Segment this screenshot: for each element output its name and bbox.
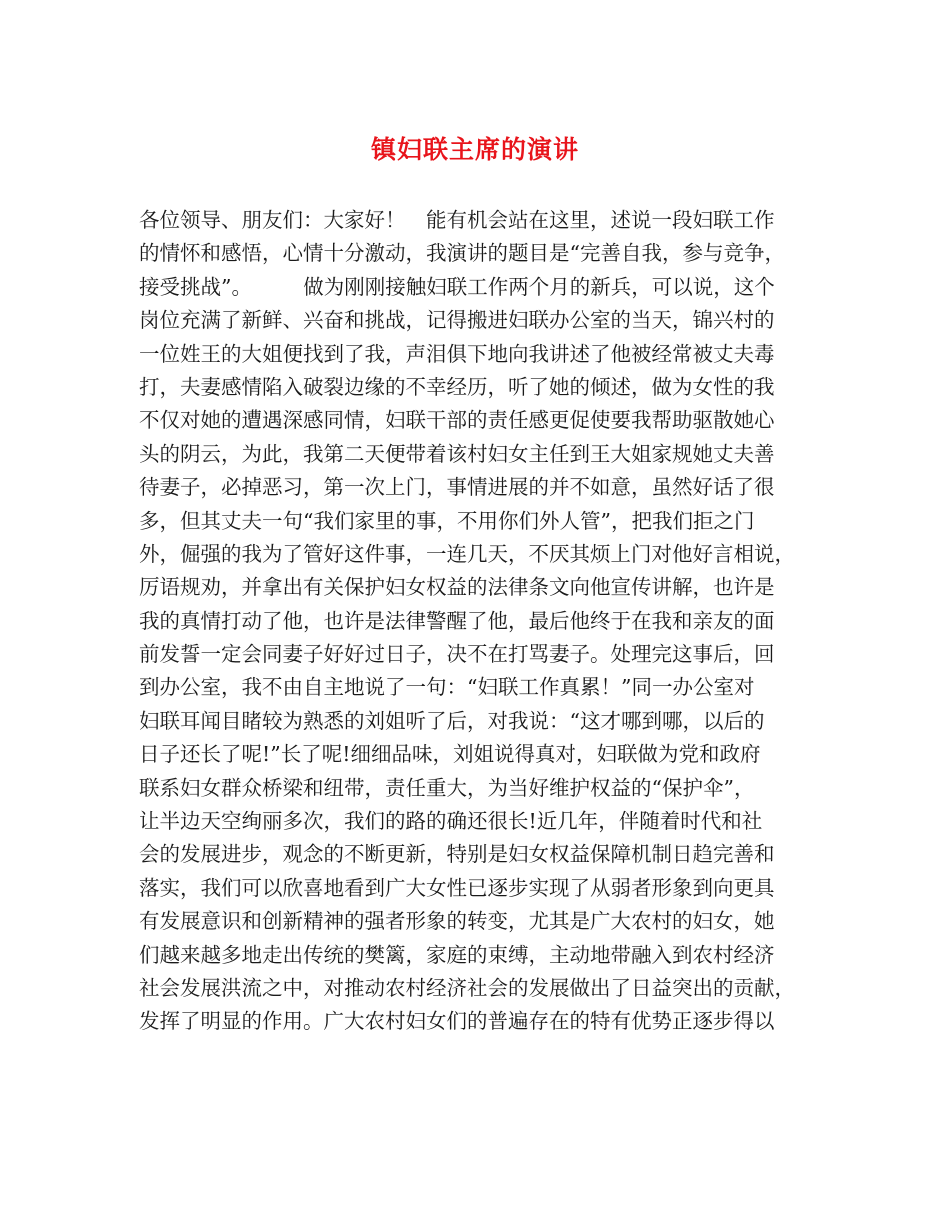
body-line: 一位姓王的大姐便找到了我，声泪俱下地向我讲述了他被经常被丈夫毒 (139, 341, 775, 366)
body-line: 联系妇女群众桥梁和纽带，责任重大，为当好维护权益的“保护伞”， (139, 775, 755, 800)
body-line: 接受挑战”。 做为刚刚接触妇联工作两个月的新兵，可以说，这个 (139, 274, 775, 299)
body-line: 前发誓一定会同妻子好好过日子，决不在打骂妻子。处理完这事后，回 (139, 642, 775, 667)
body-line: 到办公室，我不由自主地说了一句：“妇联工作真累！”同一办公室对 (139, 675, 755, 700)
body-line: 头的阴云，为此，我第二天便带着该村妇女主任到王大姐家规她丈夫善 (139, 441, 775, 466)
body-line: 多，但其丈夫一句“我们家里的事，不用你们外人管”，把我们拒之门 (139, 508, 755, 533)
body-line: 打，夫妻感情陷入破裂边缘的不幸经历，听了她的倾述，做为女性的我 (139, 374, 775, 399)
body-line: 发挥了明显的作用。广大农村妇女们的普遍存在的特有优势正逐步得以 (139, 1009, 775, 1034)
body-line: 们越来越多地走出传统的樊篱，家庭的束缚，主动地带融入到农村经济 (139, 942, 775, 967)
body-line: 妇联耳闻目睹较为熟悉的刘姐听了后，对我说：“这才哪到哪，以后的 (139, 708, 765, 733)
body-line: 厉语规劝，并拿出有关保护妇女权益的法律条文向他宣传讲解，也许是 (139, 575, 775, 600)
body-line: 不仅对她的遭遇深感同情，妇联干部的责任感更促使要我帮助驱散她心 (139, 408, 775, 433)
body-line: 外，倔强的我为了管好这件事，一连几天，不厌其烦上门对他好言相说， (139, 541, 795, 566)
body-line: 待妻子，必掉恶习，第一次上门，事情进展的并不如意，虽然好话了很 (139, 475, 775, 500)
body-line: 让半边天空绚丽多次，我们的路的确还很长!近几年，伴随着时代和社 (139, 809, 763, 834)
body-line: 有发展意识和创新精神的强者形象的转变，尤其是广大农村的妇女，她 (139, 909, 775, 934)
document-title: 镇妇联主席的演讲 (370, 135, 579, 164)
body-line: 社会发展洪流之中，对推动农村经济社会的发展做出了日益突出的贡献， (139, 975, 795, 1000)
body-line: 我的真情打动了他，也许是法律警醒了他，最后他终于在我和亲友的面 (139, 608, 775, 633)
body-line: 岗位充满了新鲜、兴奋和挑战，记得搬进妇联办公室的当天，锦兴村的 (139, 308, 775, 333)
body-line: 会的发展进步，观念的不断更新，特别是妇女权益保障机制日趋完善和 (139, 842, 775, 867)
body-line: 的情怀和感悟，心情十分激动，我演讲的题目是“完善自我，参与竞争， (139, 241, 785, 266)
document-body (139, 204, 829, 1039)
body-line: 落实，我们可以欣喜地看到广大女性已逐步实现了从弱者形象到向更具 (139, 875, 775, 900)
body-line: 各位领导、朋友们：大家好！ 能有机会站在这里，述说一段妇联工作 (139, 208, 775, 232)
body-line: 日子还长了呢!”长了呢!细细品味，刘姐说得真对，妇联做为党和政府 (139, 742, 761, 767)
